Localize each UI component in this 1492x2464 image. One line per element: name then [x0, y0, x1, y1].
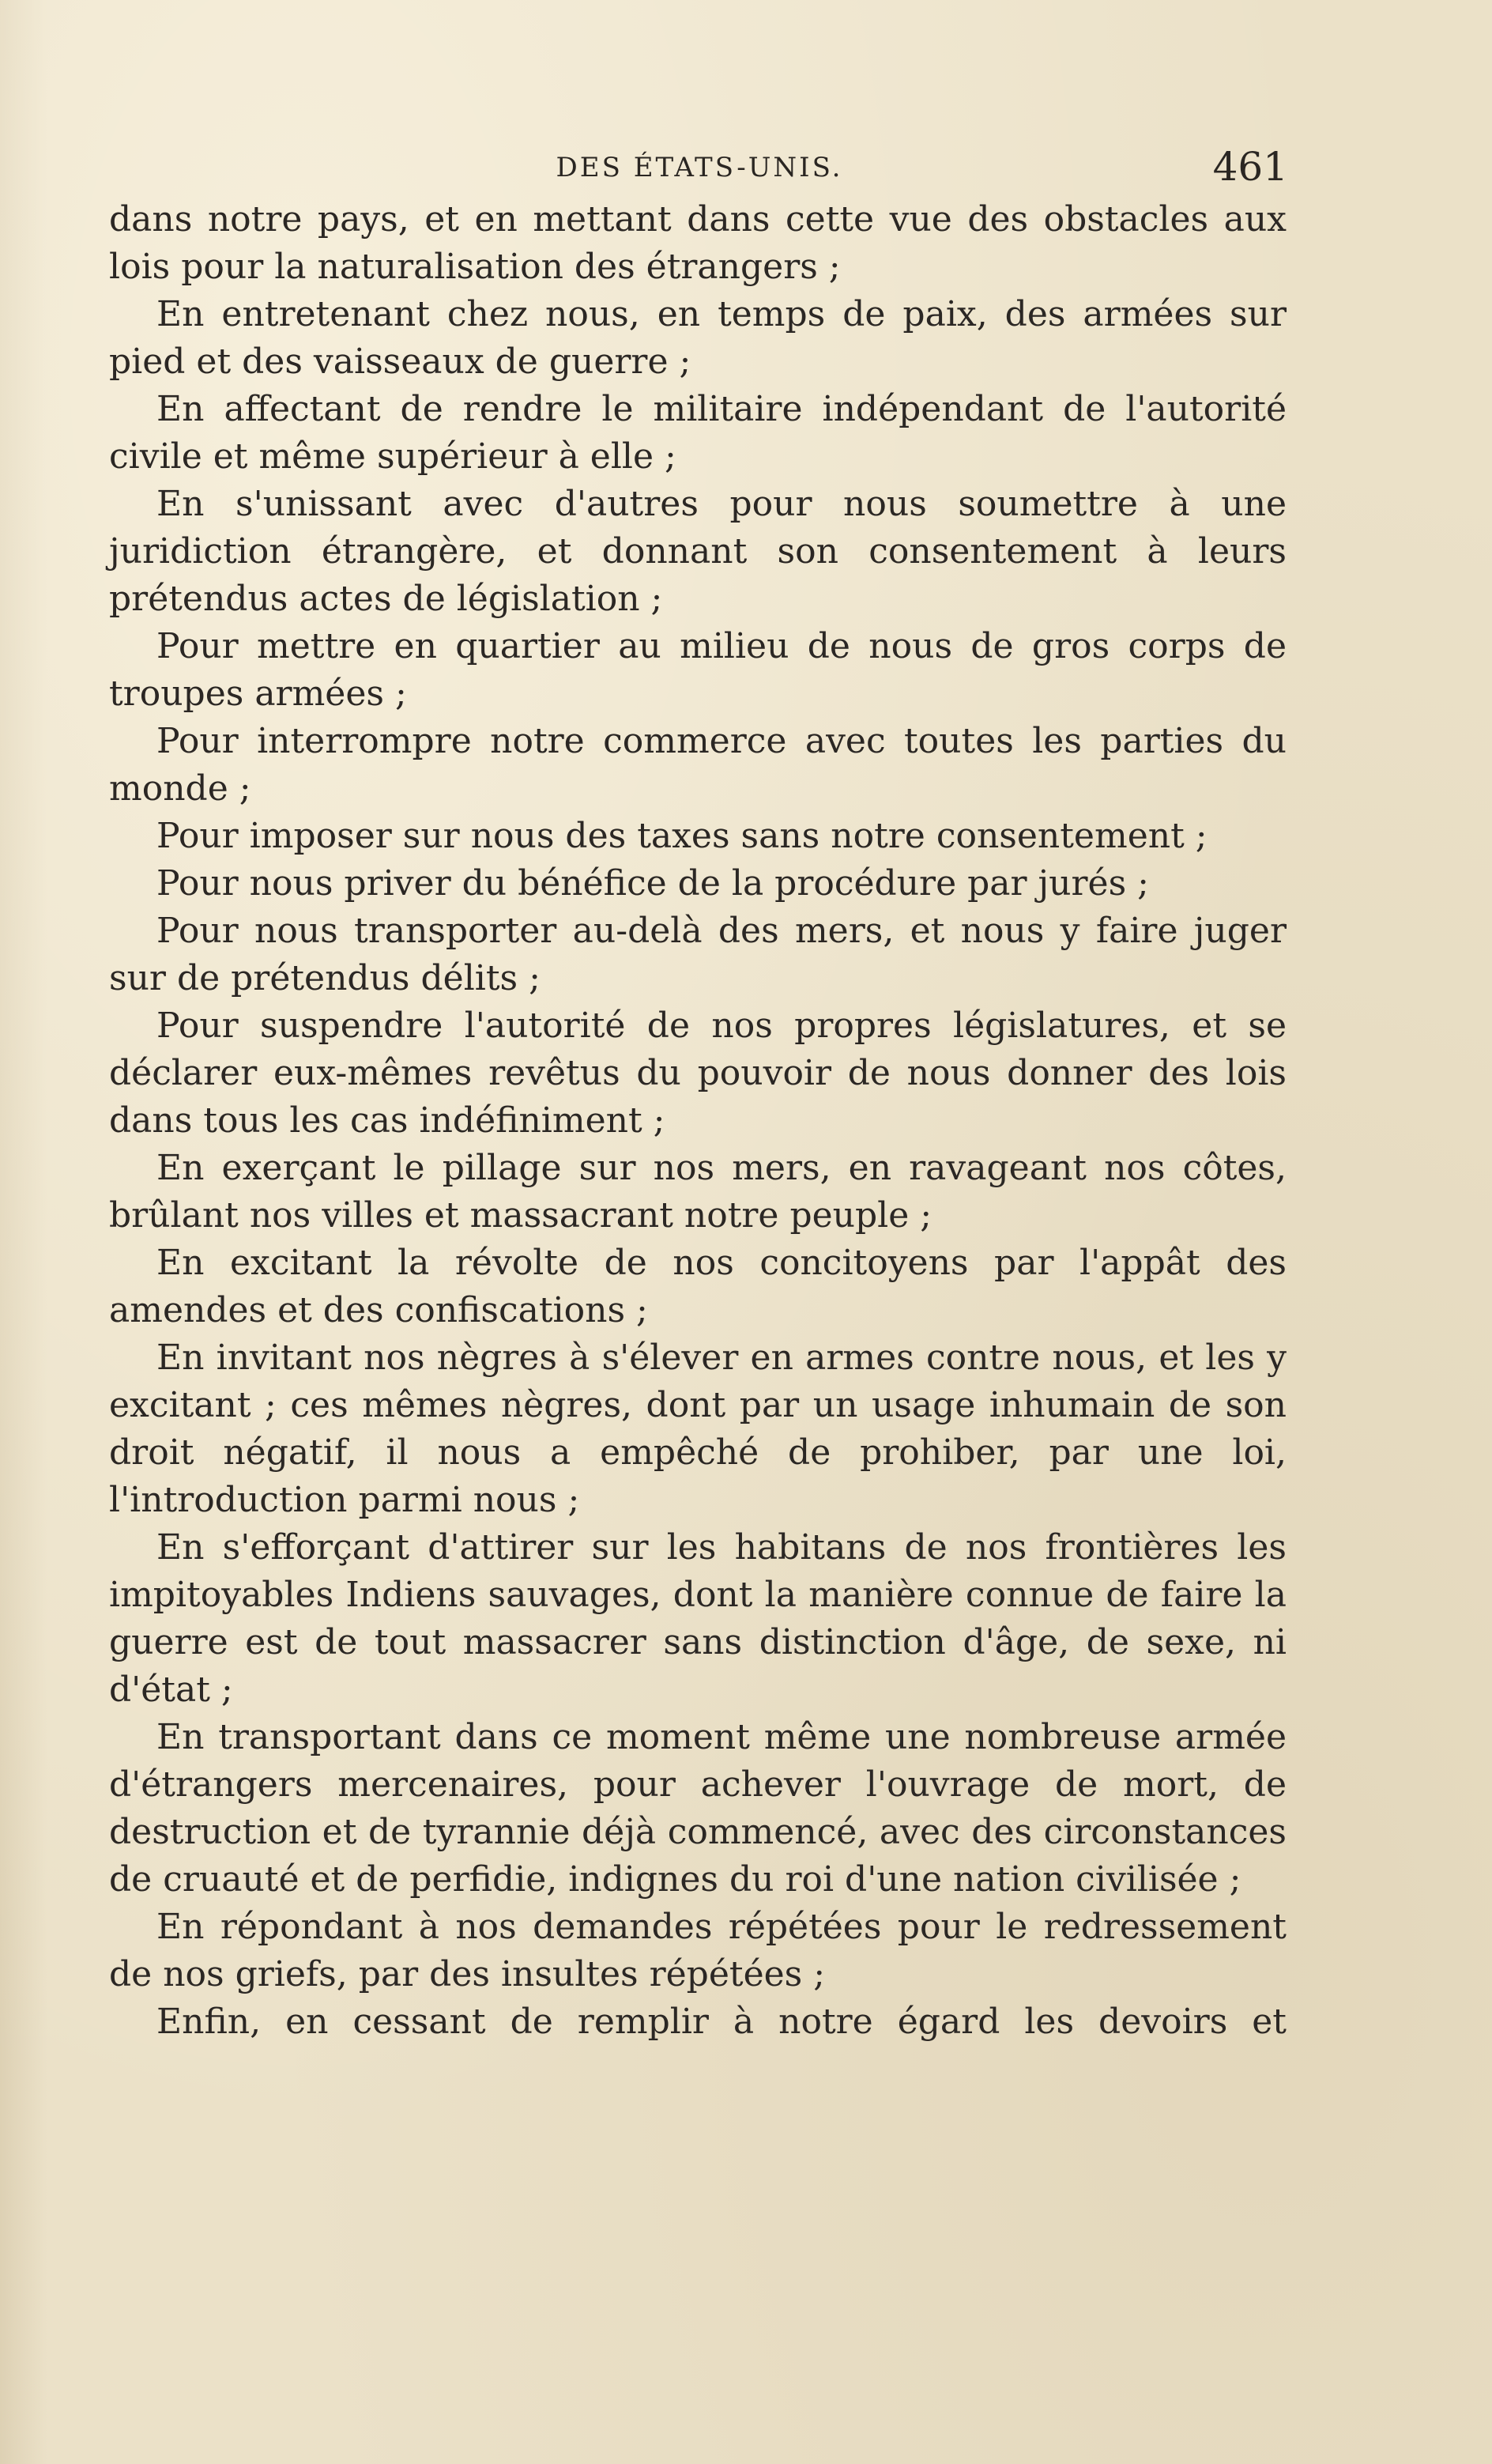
paragraph: En s'unissant avec d'autres pour nous soumettre à une juridiction étrangère, et donnant son consentement à leurs prétendus actes de législation ; — [109, 484, 1287, 619]
paragraph: En invitant nos nègres à s'élever en armes contre nous, et les y excitant ; ces mêmes nègres, dont par un usage inhumain de son droit négatif, il nous a empêché de prohiber, par une loi, l'introduction parmi nous ; — [109, 1338, 1287, 1520]
paragraph: En excitant la révolte de nos concitoyens par l'appât des amendes et des confiscations ; — [109, 1243, 1287, 1330]
paragraph: Enfin, en cessant de remplir à notre égard les devoirs et — [156, 2002, 1287, 2042]
running-head — [111, 144, 1288, 194]
paragraph: Pour suspendre l'autorité de nos propres législatures, et se déclarer eux-mêmes revêtus du pouvoir de nous donner des lois dans tous les cas indéfiniment ; — [109, 1006, 1287, 1141]
body-text — [109, 196, 1287, 2046]
paragraph: En transportant dans ce moment même une nombreuse armée d'étrangers mercenaires, pour achever l'ouvrage de mort, de destruction et de tyrannie déjà commencé, avec des circonstances de cruauté et de perfidie, indignes du roi d'une nation civilisée ; — [109, 1717, 1287, 1900]
paragraph: Pour interrompre notre commerce avec toutes les parties du monde ; — [109, 721, 1287, 809]
paragraph: Pour nous priver du bénéfice de la procédure par jurés ; — [156, 863, 1149, 904]
paragraph: Pour imposer sur nous des taxes sans notre consentement ; — [156, 816, 1208, 856]
paragraph: En s'efforçant d'attirer sur les habitans de nos frontières les impitoyables Indiens sauvages, dont la manière connue de faire la guerre est de tout massacrer sans distinction d'âge, de sexe, ni d'état ; — [109, 1527, 1287, 1710]
running-title: DES ÉTATS-UNIS. — [556, 152, 843, 183]
paragraph: En entretenant chez nous, en temps de paix, des armées sur pied et des vaisseaux de guerre ; — [109, 294, 1287, 382]
paragraph: dans notre pays, et en mettant dans cette vue des obstacles aux lois pour la naturalisation des étrangers ; — [109, 199, 1287, 287]
paragraph: En exerçant le pillage sur nos mers, en ravageant nos côtes, brûlant nos villes et massacrant notre peuple ; — [109, 1148, 1287, 1236]
paragraph: Pour nous transporter au-delà des mers, et nous y faire juger sur de prétendus délits ; — [109, 911, 1287, 998]
paragraph: Pour mettre en quartier au milieu de nous de gros corps de troupes armées ; — [109, 626, 1287, 714]
paragraph: En répondant à nos demandes répétées pour le redressement de nos griefs, par des insultes répétées ; — [109, 1907, 1287, 1994]
page-number: 461 — [1212, 144, 1288, 190]
paragraph: En affectant de rendre le militaire indépendant de l'autorité civile et même supérieur à elle ; — [109, 389, 1287, 477]
